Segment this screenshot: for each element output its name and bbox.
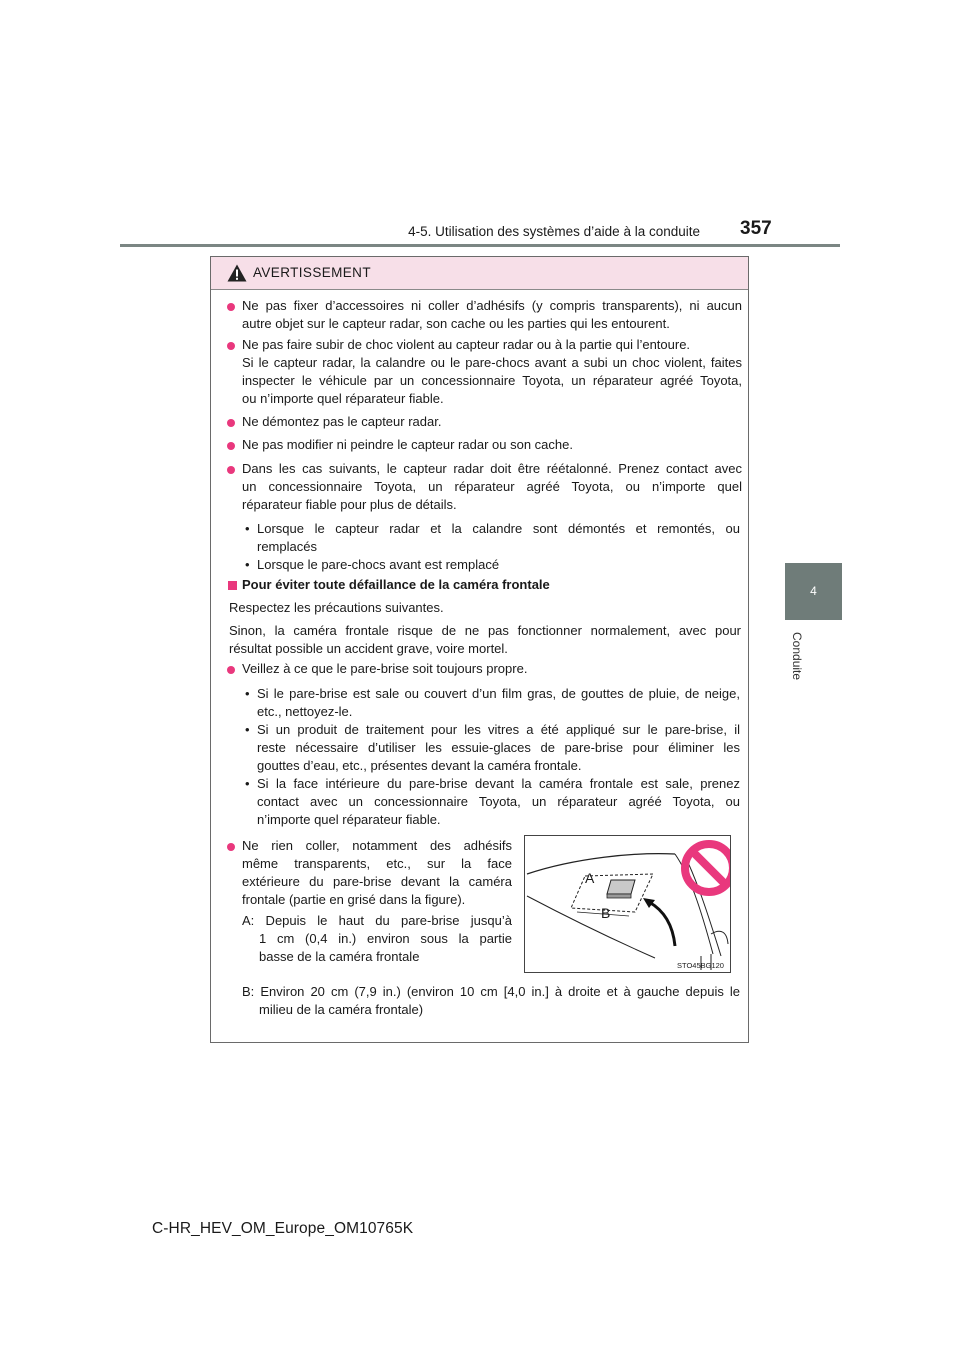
section-heading-camera: Pour éviter toute défaillance de la caméra frontale	[242, 577, 550, 592]
windshield-illustration	[525, 836, 730, 972]
text-line: contact avec un concessionnaire Toyota, un réparateur agréé Toyota, ou	[257, 794, 740, 809]
bullet-marker	[227, 303, 235, 311]
text-line: Si le capteur radar, la calandre ou le pare-chocs avant a subi un choc violent, faites	[242, 355, 742, 370]
text-line: Ne rien coller, notamment des adhésifs	[242, 838, 512, 853]
figure-label-b: B	[601, 905, 611, 921]
text-line: inspecter le véhicule par un concessionnaire Toyota, un réparateur agréé Toyota,	[242, 373, 742, 388]
page-number: 357	[740, 218, 772, 239]
sub-bullet-inner-dirty	[257, 775, 740, 829]
figure-caption: STO45BG120	[677, 961, 724, 970]
text-line: un concessionnaire Toyota, un réparateur agréé Toyota, ou n’importe quel	[242, 479, 742, 494]
section-title: 4-5. Utilisation des systèmes d’aide à la conduite	[408, 224, 700, 239]
chapter-tab[interactable]: 4	[785, 563, 842, 620]
text-line: ou n’importe quel réparateur fiable.	[242, 391, 444, 406]
bullet-marker	[227, 843, 235, 851]
text-line: Lorsque le pare-chocs avant est remplacé	[257, 557, 500, 572]
bullet-marker	[227, 666, 235, 674]
sub-bullet-marker: •	[245, 776, 250, 791]
bullet-marker	[227, 442, 235, 450]
text-line: Si le pare-brise est sale ou couvert d’un film gras, de gouttes de pluie, de neige,	[257, 686, 740, 701]
sub-bullet-marker: •	[245, 686, 250, 701]
warning-bullet-impact	[242, 336, 742, 408]
bullet-marker	[227, 342, 235, 350]
paragraph-precautions	[229, 599, 741, 617]
warning-bullet-clean-windshield	[242, 660, 742, 678]
bullet-marker	[227, 466, 235, 474]
text-line: frontale (partie en grisé dans la figure).	[242, 892, 466, 907]
text-line: Ne pas modifier ni peindre le capteur radar ou son cache.	[242, 437, 573, 452]
text-line: Ne pas fixer d’accessoires ni coller d’adhésifs (y compris transparents), ni aucun	[242, 298, 742, 313]
text-line: 1 cm (0,4 in.) environ sous la partie	[259, 931, 512, 946]
text-line: gouttes d’eau, etc., présentes devant la caméra frontale.	[257, 758, 582, 773]
text-line: Ne démontez pas le capteur radar.	[242, 414, 442, 429]
text-line: résultat possible un accident grave, voire mortel.	[229, 641, 508, 656]
text-line: basse de la caméra frontale	[259, 949, 420, 964]
section-marker	[228, 581, 237, 590]
warning-bullet-disassemble	[242, 413, 742, 431]
warning-bullet-accessories	[242, 297, 742, 333]
text-line: autre objet sur le capteur radar, son cache ou les parties qui les entourent.	[242, 316, 670, 331]
warning-header	[211, 257, 748, 290]
document-code: C-HR_HEV_OM_Europe_OM10765K	[152, 1220, 414, 1237]
text-line: Dans les cas suivants, le capteur radar doit être réétalonné. Prenez contact avec	[242, 461, 742, 476]
text-line: Veillez à ce que le pare-brise soit toujours propre.	[242, 661, 528, 676]
sub-bullet-dirty-windshield	[257, 685, 740, 721]
text-line: n’importe quel réparateur fiable.	[257, 812, 441, 827]
sub-bullet-marker: •	[245, 557, 250, 572]
text-line: Lorsque le capteur radar et la calandre sont démontés et remontés, ou	[257, 521, 740, 536]
chapter-label: Conduite	[790, 632, 804, 681]
text-line: même transparents, etc., sur la face	[242, 856, 512, 871]
header-rule	[120, 244, 840, 247]
figure-label-a: A	[585, 870, 595, 886]
warning-bullet-recalibrate	[242, 460, 742, 514]
windshield-figure	[524, 835, 731, 973]
warning-title: AVERTISSEMENT	[253, 265, 371, 280]
definition-a	[242, 912, 512, 966]
text-line: Si un produit de traitement pour les vitres a été appliqué sur le pare-brise, il	[257, 722, 740, 737]
paragraph-risk	[229, 622, 741, 658]
text-line: Si la face intérieure du pare-brise devant la caméra frontale est sale, prenez	[257, 776, 740, 791]
text-line: etc., nettoyez-le.	[257, 704, 353, 719]
definition-b	[242, 983, 740, 1019]
sub-bullet-radar-removed	[257, 520, 740, 556]
text-line: A: Depuis le haut du pare-brise jusqu’à	[242, 913, 512, 928]
warning-bullet-no-stickers	[242, 837, 512, 909]
warning-triangle-icon	[227, 264, 247, 282]
sub-bullet-marker: •	[245, 521, 250, 536]
text-line: réparateur fiable pour plus de détails.	[242, 497, 457, 512]
sub-bullet-bumper-replaced	[257, 556, 740, 574]
text-line: extérieure du pare-brise devant la caméra	[242, 874, 512, 889]
sub-bullet-glass-treatment	[257, 721, 740, 775]
sub-bullet-marker: •	[245, 722, 250, 737]
text-line: remplacés	[257, 539, 317, 554]
text-line: reste nécessaire d’utiliser les essuie-glaces de pare-brise pour éliminer les	[257, 740, 740, 755]
text-line: Ne pas faire subir de choc violent au capteur radar ou à la partie qui l’entoure.	[242, 337, 691, 352]
bullet-marker	[227, 419, 235, 427]
text-line: B: Environ 20 cm (7,9 in.) (environ 10 cm [4,0 in.] à droite et à gauche depuis le	[242, 984, 740, 999]
text-line: Respectez les précautions suivantes.	[229, 600, 444, 615]
text-line: milieu de la caméra frontale)	[259, 1002, 424, 1017]
text-line: Sinon, la caméra frontale risque de ne pas fonctionner normalement, avec pour	[229, 623, 741, 638]
warning-bullet-paint	[242, 436, 742, 454]
